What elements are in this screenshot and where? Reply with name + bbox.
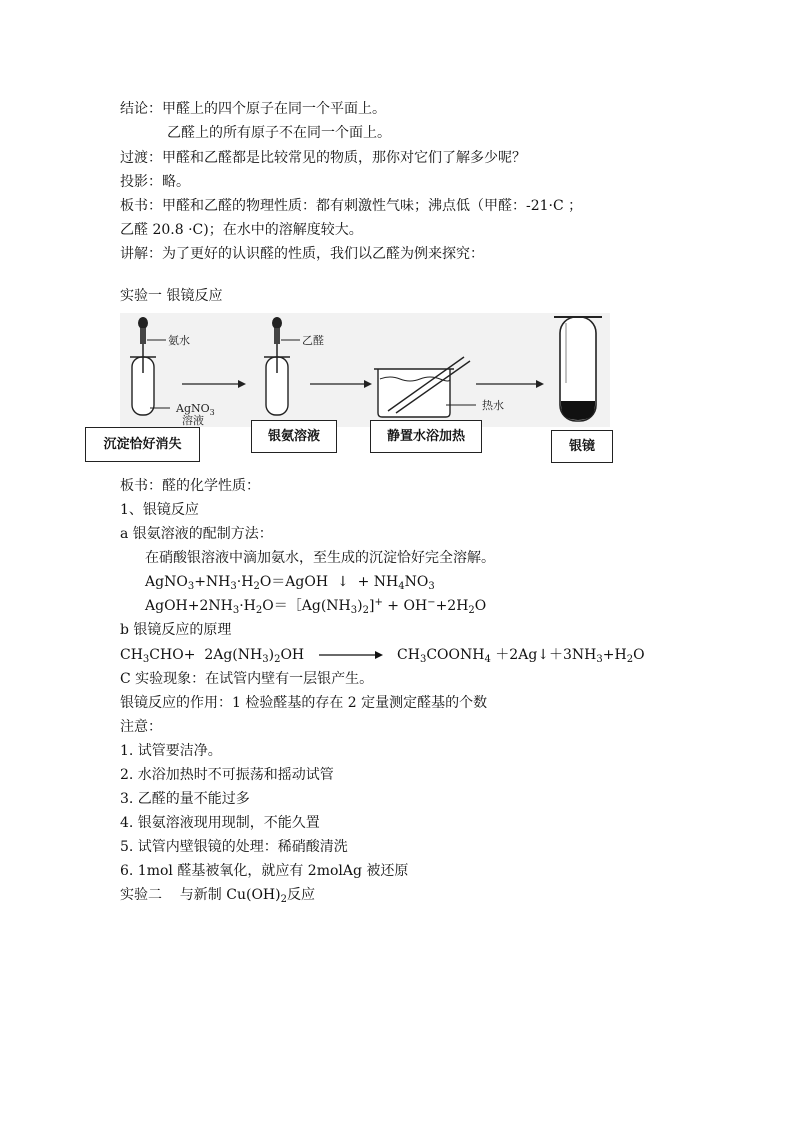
note-2: 2. 水浴加热时不可振荡和摇动试管	[120, 767, 334, 783]
label-box-silver-ammonia: 银氨溶液	[251, 420, 337, 453]
label-hot-water: 热水	[482, 399, 504, 412]
experiment-one-title: 实验一 银镜反应	[120, 288, 223, 304]
item-b-principle: b 银镜反应的原理	[120, 622, 232, 638]
experiment-two-title: 实验二 与新制 $Cu(OH)_2$反应	[120, 887, 315, 905]
label-acetaldehyde: 乙醛	[302, 334, 324, 347]
conclusion-line-2: 乙醛上的所有原子不在同一个面上。	[167, 125, 391, 141]
experiment-illustration	[120, 313, 610, 427]
board-physical-properties-cont: 乙醛 20.8 ·C)；在水中的溶解度较大。	[120, 222, 363, 238]
explanation-line: 讲解：为了更好的认识醛的性质，我们以乙醛为例来探究：	[120, 246, 484, 262]
note-5: 5. 试管内壁银镜的处理：稀硝酸清洗	[120, 839, 348, 855]
note-6: 6. 1mol 醛基被氧化，就应有 2molAg 被还原	[120, 863, 409, 879]
item-c-phenomenon: C 实验现象：在试管内壁有一层银产生。	[120, 671, 374, 687]
note-3: 3. 乙醛的量不能过多	[120, 791, 250, 807]
silver-mirror-uses: 银镜反应的作用：1 检验醛基的存在 2 定量测定醛基的个数	[120, 695, 488, 711]
transition-line: 过渡：甲醛和乙醛都是比较常见的物质，那你对它们了解多少呢？	[120, 150, 526, 166]
section-silver-mirror: 1、银镜反应	[120, 502, 199, 518]
reaction-arrow-icon	[319, 650, 383, 660]
silver-mirror-tube	[554, 317, 602, 421]
equation-3: $CH_3CHO+ 2Ag(NH_3)_2OH$ $CH_3COONH_4$ $+2Ag↓+3NH_3+H_2O$	[120, 647, 645, 665]
silver-mirror-diagram	[120, 313, 610, 427]
preparation-method: 在硝酸银溶液中滴加氨水，至生成的沉淀恰好完全溶解。	[145, 550, 495, 566]
item-a-preparation: a 银氨溶液的配制方法：	[120, 526, 273, 542]
label-solution: 溶液	[182, 414, 204, 427]
note-1: 1. 试管要洁净。	[120, 743, 222, 759]
projection-line: 投影：略。	[120, 174, 190, 190]
note-4: 4. 银氨溶液现用现制，不能久置	[120, 815, 320, 831]
equation-1: $AgNO_3+NH_3\cdot H_2O=AgOH$ ↓ + $NH_4NO_3$	[145, 574, 435, 592]
conclusion-line-1: 结论：甲醛上的四个原子在同一个平面上。	[120, 101, 386, 117]
label-box-silver-mirror: 银镜	[551, 430, 613, 463]
notes-heading: 注意：	[120, 719, 162, 735]
equation-2: $AgOH+2NH_3\cdot H_2O=[Ag(NH_3)_2]^+ + OH^-+2H_2O$	[145, 597, 487, 616]
board-chemical-properties: 板书：醛的化学性质：	[120, 478, 260, 494]
label-ammonia: 氨水	[168, 334, 190, 347]
label-box-water-bath: 静置水浴加热	[370, 420, 482, 453]
label-agno3: AgNO$_3$	[176, 402, 215, 417]
board-physical-properties: 板书：甲醛和乙醛的物理性质：都有刺激性气味；沸点低（甲醛：-21·C ；	[120, 198, 583, 214]
label-box-precipitate-vanishes: 沉淀恰好消失	[85, 427, 200, 462]
